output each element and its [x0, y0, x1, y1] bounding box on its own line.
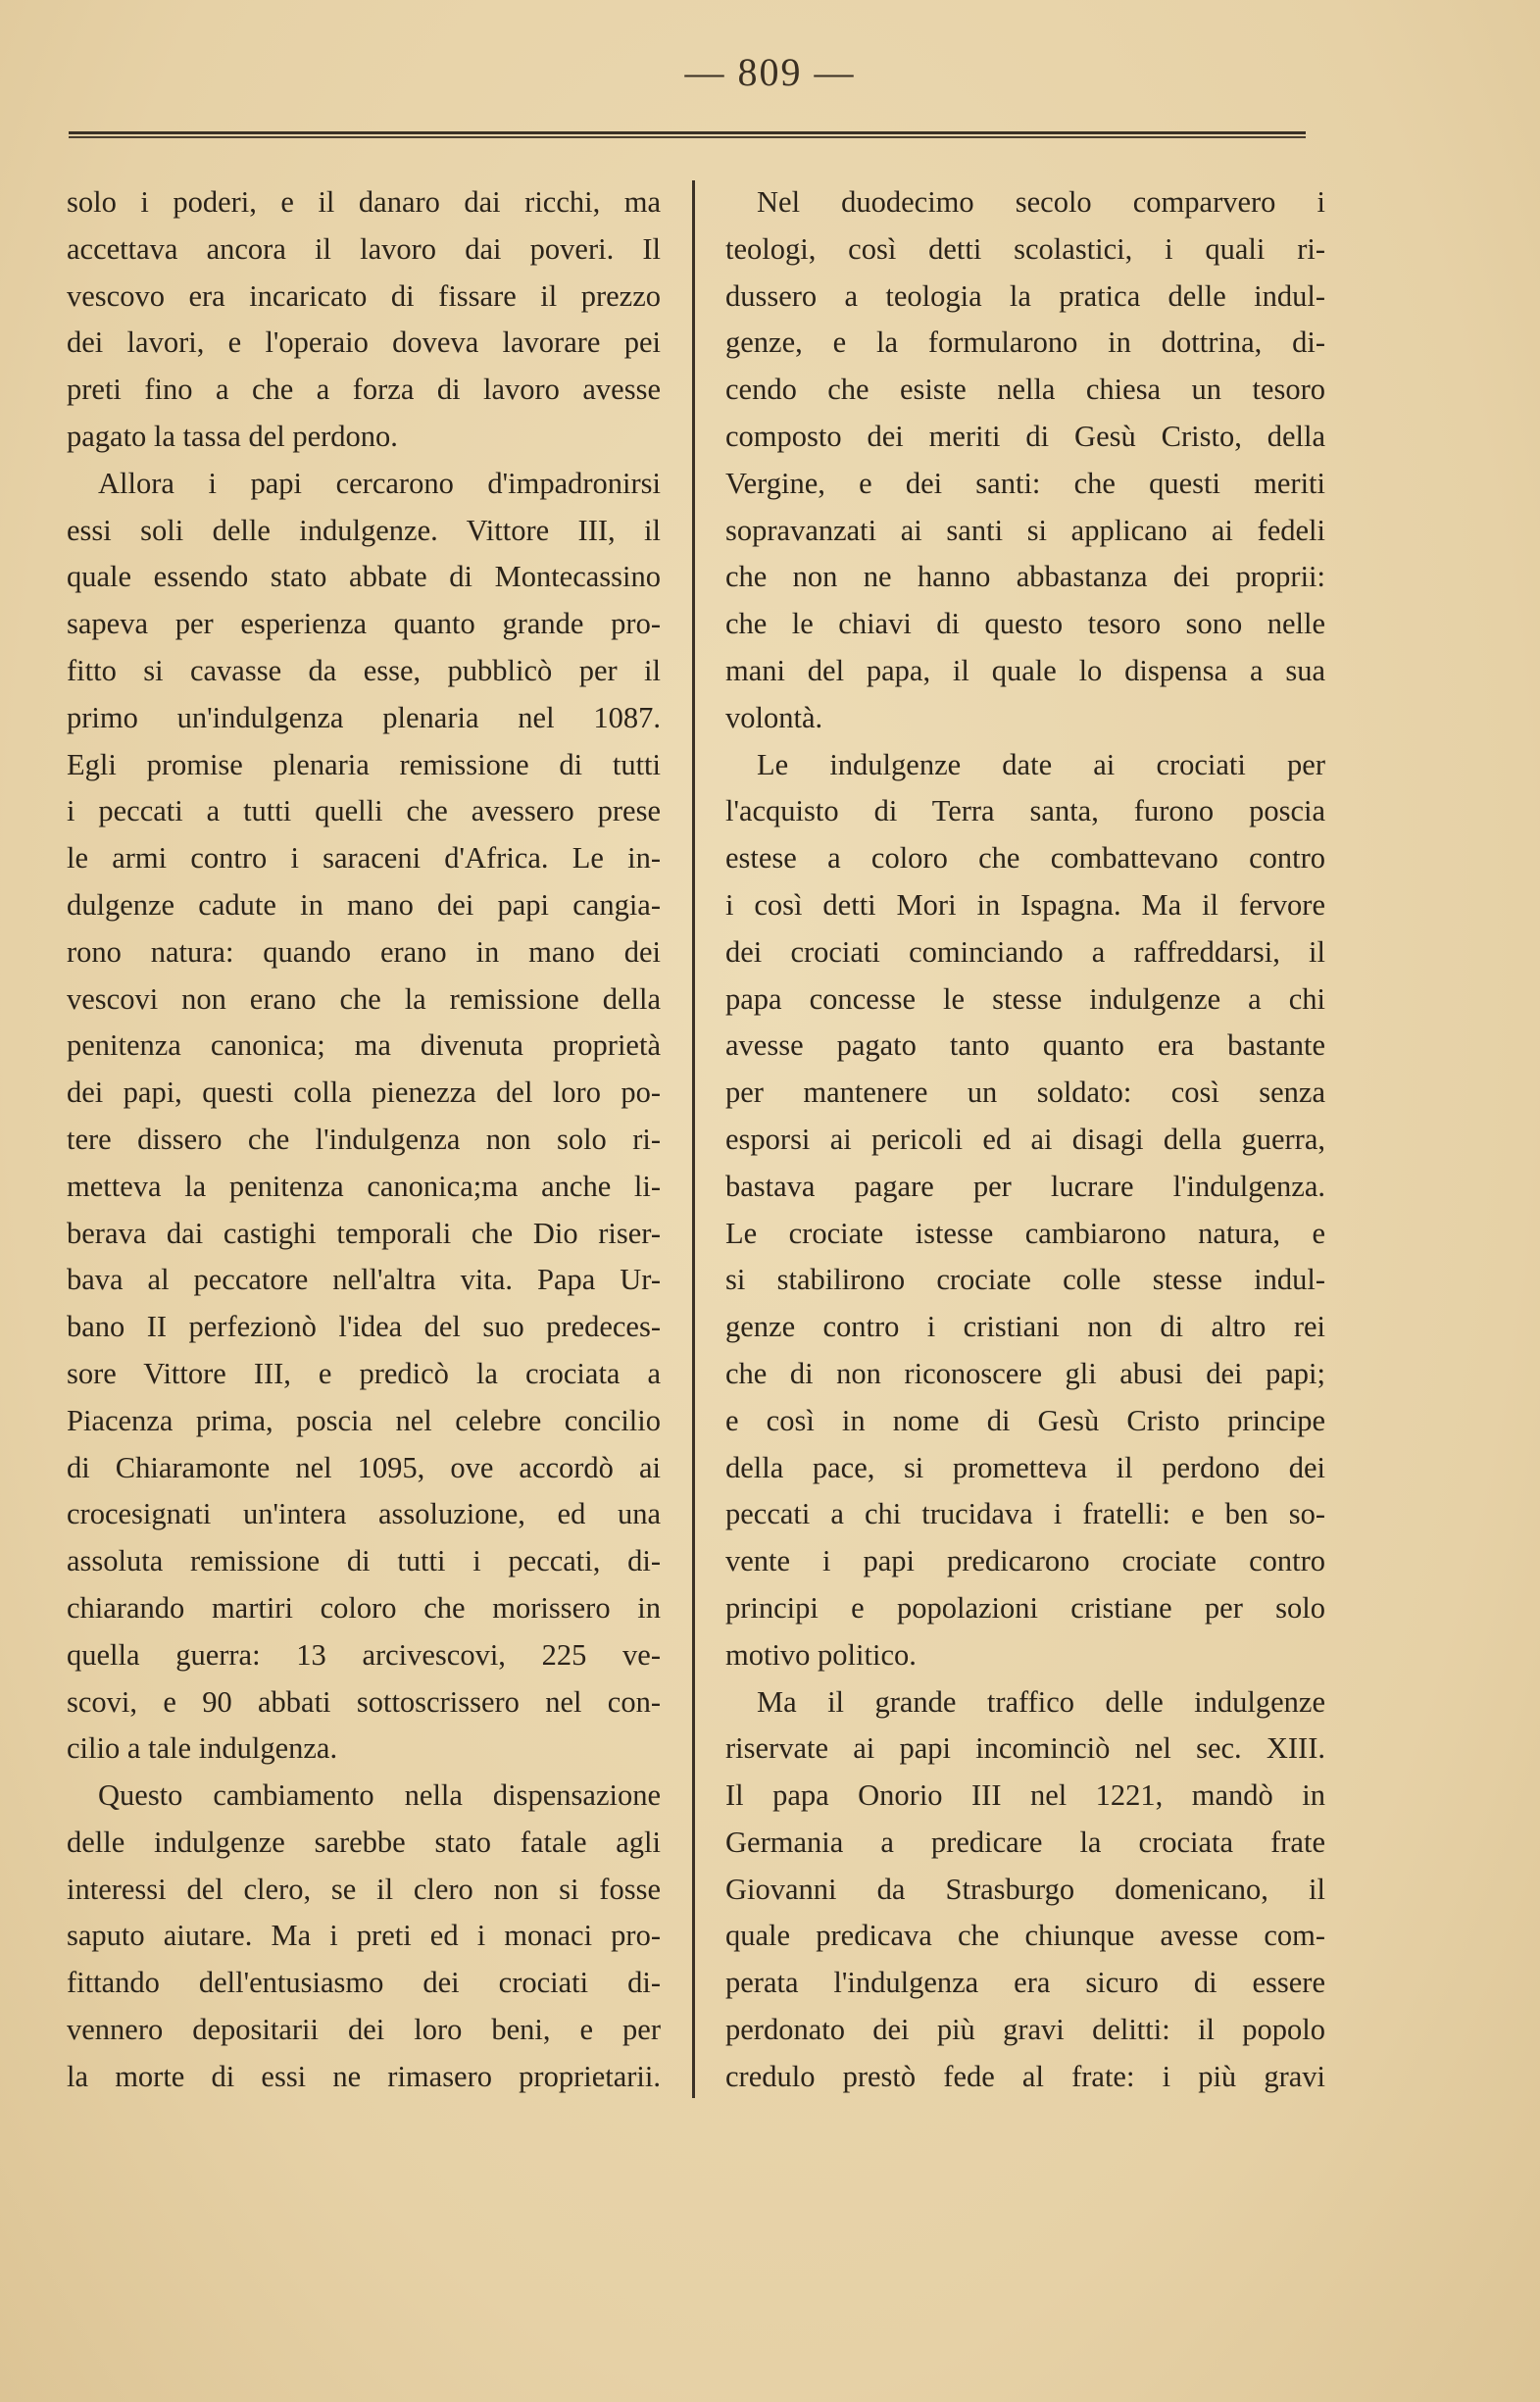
text-line: primo un'indulgenza plenaria nel 1087.	[67, 700, 661, 734]
text-line: Questo cambiamento nella dispensazione	[98, 1778, 661, 1813]
text-line: Germania a predicare la crociata frate	[725, 1825, 1325, 1859]
text-line: dussero a teologia la pratica delle indul-	[725, 278, 1325, 313]
text-line: di Chiaramonte nel 1095, ove accordò ai	[67, 1450, 661, 1484]
text-line: quale predicava che chiunque avesse com-	[725, 1919, 1325, 1953]
text-line: le armi contro i saraceni d'Africa. Le in-	[67, 841, 661, 876]
text-line: che le chiavi di questo tesoro sono nelle	[725, 607, 1325, 641]
text-line: peccati a chi trucidava i fratelli: e ben so-	[725, 1497, 1325, 1531]
text-line: Piacenza prima, poscia nel celebre concilio	[67, 1403, 661, 1437]
text-line: che non ne hanno abbastanza dei proprii:	[725, 560, 1325, 594]
text-line: bastava pagare per lucrare l'indulgenza.	[725, 1169, 1325, 1203]
text-line: scovi, e 90 abbati sottoscrissero nel con-	[67, 1684, 661, 1719]
text-line: perata l'indulgenza era sicuro di essere	[725, 1966, 1325, 2000]
text-line: i peccati a tutti quelli che avessero prese	[67, 794, 661, 828]
text-line: sopravanzati ai santi si applicano ai fedeli	[725, 513, 1325, 547]
text-line: sapeva per esperienza quanto grande pro-	[67, 607, 661, 641]
text-line: quella guerra: 13 arcivescovi, 225 ve-	[67, 1637, 661, 1672]
text-line: la morte di essi ne rimasero proprietarii.	[67, 2059, 661, 2093]
text-line: volontà.	[725, 700, 823, 734]
text-line: quale essendo stato abbate di Montecassino	[67, 560, 661, 594]
text-line: che di non riconoscere gli abusi dei papi;	[725, 1356, 1325, 1390]
text-line: essi soli delle indulgenze. Vittore III, il	[67, 513, 661, 547]
left-column	[67, 179, 661, 2101]
text-line: genze, e la formularono in dottrina, di-	[725, 325, 1325, 360]
text-line: Ma il grande traffico delle indulgenze	[757, 1684, 1325, 1719]
text-line: saputo aiutare. Ma i preti ed i monaci pro-	[67, 1919, 661, 1953]
text-line: vescovo era incaricato di fissare il prezzo	[67, 278, 661, 313]
text-line: bava al peccatore nell'altra vita. Papa Ur-	[67, 1263, 661, 1297]
text-line: cendo che esiste nella chiesa un tesoro	[725, 373, 1325, 407]
text-line: estese a coloro che combattevano contro	[725, 841, 1325, 876]
text-line: dei crociati cominciando a raffreddarsi, il	[725, 934, 1325, 969]
text-line: fittando dell'entusiasmo dei crociati di-	[67, 1966, 661, 2000]
text-line: crocesignati un'intera assoluzione, ed una	[67, 1497, 661, 1531]
header-rule	[69, 131, 1306, 138]
page-number: — 809 —	[684, 50, 856, 94]
text-line: dei papi, questi colla pienezza del loro po-	[67, 1076, 661, 1110]
text-line: vennero depositarii dei loro beni, e per	[67, 2013, 661, 2047]
text-line: dulgenze cadute in mano dei papi cangia-	[67, 887, 661, 922]
text-line: motivo politico.	[725, 1637, 917, 1672]
text-line: riservate ai papi incominciò nel sec. XIII.	[725, 1731, 1325, 1766]
text-line: tere dissero che l'indulgenza non solo ri-	[67, 1122, 661, 1156]
text-line: mani del papa, il quale lo dispensa a sua	[725, 653, 1325, 687]
text-line: chiarando martiri coloro che morissero in	[67, 1590, 661, 1625]
text-line: vescovi non erano che la remissione della	[67, 981, 661, 1016]
text-line: pagato la tassa del perdono.	[67, 419, 398, 453]
text-line: Nel duodecimo secolo comparvero i	[757, 185, 1325, 219]
text-line: papa concesse le stesse indulgenze a chi	[725, 981, 1325, 1016]
text-line: preti fino a che a forza di lavoro avesse	[67, 373, 661, 407]
text-line: esporsi ai pericoli ed ai disagi della guerra,	[725, 1122, 1325, 1156]
text-line: perdonato dei più gravi delitti: il popolo	[725, 2013, 1325, 2047]
text-line: penitenza canonica; ma divenuta proprietà	[67, 1028, 661, 1063]
text-line: accettava ancora il lavoro dai poveri. Il	[67, 231, 661, 266]
text-line: fitto si cavasse da esse, pubblicò per il	[67, 653, 661, 687]
text-line: composto dei meriti di Gesù Cristo, della	[725, 419, 1325, 453]
text-line: e così in nome di Gesù Cristo principe	[725, 1403, 1325, 1437]
text-line: Il papa Onorio III nel 1221, mandò in	[725, 1778, 1325, 1813]
text-line: per mantenere un soldato: così senza	[725, 1076, 1325, 1110]
text-line: Vergine, e dei santi: che questi meriti	[725, 466, 1325, 500]
text-line: Allora i papi cercarono d'impadronirsi	[98, 466, 661, 500]
text-line: vente i papi predicarono crociate contro	[725, 1544, 1325, 1578]
text-line: bano II perfezionò l'idea del suo predeces-	[67, 1310, 661, 1344]
text-line: l'acquisto di Terra santa, furono poscia	[725, 794, 1325, 828]
text-line: Le crociate istesse cambiarono natura, e	[725, 1216, 1325, 1250]
text-line: Egli promise plenaria remissione di tutti	[67, 747, 661, 781]
text-line: berava dai castighi temporali che Dio riser-	[67, 1216, 661, 1250]
text-line: interessi del clero, se il clero non si fosse	[67, 1872, 661, 1906]
text-line: avesse pagato tanto quanto era bastante	[725, 1028, 1325, 1063]
text-line: solo i poderi, e il danaro dai ricchi, ma	[67, 185, 661, 219]
text-line: i così detti Mori in Ispagna. Ma il fervore	[725, 887, 1325, 922]
text-line: dei lavori, e l'operaio doveva lavorare pei	[67, 325, 661, 360]
text-line: Le indulgenze date ai crociati per	[757, 747, 1325, 781]
right-column	[725, 179, 1325, 2101]
column-divider	[692, 180, 695, 2098]
text-line: sore Vittore III, e predicò la crociata a	[67, 1356, 661, 1390]
text-line: delle indulgenze sarebbe stato fatale agli	[67, 1825, 661, 1859]
text-line: rono natura: quando erano in mano dei	[67, 934, 661, 969]
text-line: si stabilirono crociate colle stesse indul-	[725, 1263, 1325, 1297]
text-line: teologi, così detti scolastici, i quali ri-	[725, 231, 1325, 266]
text-line: cilio a tale indulgenza.	[67, 1731, 338, 1766]
text-line: metteva la penitenza canonica;ma anche li-	[67, 1169, 661, 1203]
text-line: principi e popolazioni cristiane per solo	[725, 1590, 1325, 1625]
text-line: assoluta remissione di tutti i peccati, di-	[67, 1544, 661, 1578]
text-line: credulo prestò fede al frate: i più gravi	[725, 2059, 1325, 2093]
text-line: genze contro i cristiani non di altro rei	[725, 1310, 1325, 1344]
text-line: della pace, si prometteva il perdono dei	[725, 1450, 1325, 1484]
text-line: Giovanni da Strasburgo domenicano, il	[725, 1872, 1325, 1906]
